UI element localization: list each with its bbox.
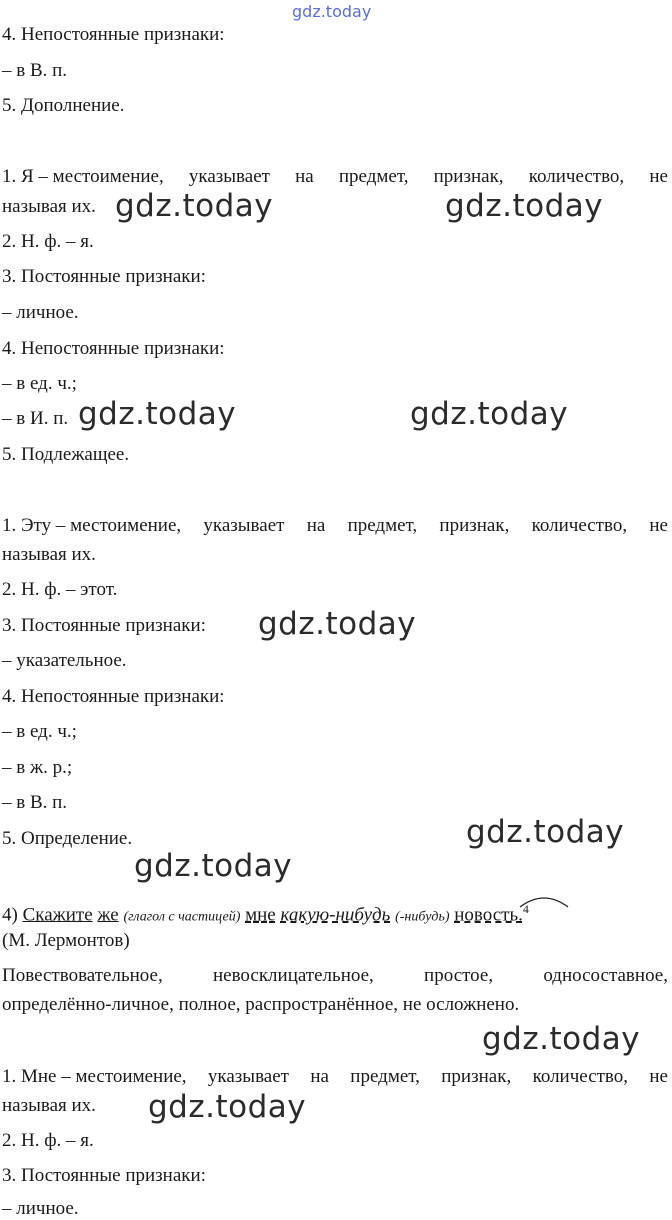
word: признак, xyxy=(433,166,504,187)
watermark-top: gdz.today xyxy=(292,2,372,21)
word: признак, xyxy=(441,1066,512,1087)
watermark: gdz.today xyxy=(148,1089,307,1125)
word: количество, xyxy=(532,1066,629,1087)
watermark: gdz.today xyxy=(445,188,604,224)
text-line: называя их. xyxy=(2,1095,96,1116)
word: 1. Мне – местоимение, xyxy=(2,1066,187,1087)
morpheme-note: (-нибудь) xyxy=(395,909,450,925)
word: указывает xyxy=(188,166,270,187)
word: невосклицательное, xyxy=(212,965,374,986)
text-line: 4. Непостоянные признаки: xyxy=(2,338,225,359)
justified-line xyxy=(2,965,668,987)
watermark: gdz.today xyxy=(134,848,293,884)
word: на xyxy=(306,515,326,536)
word: 1. Я – местоимение, xyxy=(2,166,164,187)
text-line: 3. Постоянные признаки: xyxy=(2,266,206,287)
word: на xyxy=(310,1066,329,1087)
word: указывает xyxy=(207,1066,289,1087)
justified-line xyxy=(2,1066,668,1088)
sentence-parse xyxy=(2,898,529,928)
word: не xyxy=(649,166,668,187)
word: количество, xyxy=(531,515,628,536)
word: признак, xyxy=(439,515,510,536)
word: предмет, xyxy=(350,1066,420,1087)
text-line: называя их. xyxy=(2,544,96,565)
object-word: новость. xyxy=(454,904,523,926)
watermark: gdz.today xyxy=(115,188,274,224)
predicate-word: Скажите xyxy=(22,904,93,926)
word: Повествовательное, xyxy=(2,965,163,986)
text-line: – в ед. ч.; xyxy=(2,721,77,742)
word: предмет, xyxy=(338,166,409,187)
particle-word: же xyxy=(97,904,119,926)
text-line: 5. Определение. xyxy=(2,828,133,849)
text-line: 5. Дополнение. xyxy=(2,95,125,116)
word: указывает xyxy=(203,515,285,536)
word: на xyxy=(295,166,314,187)
watermark: gdz.today xyxy=(466,814,625,850)
word: простое, xyxy=(424,965,494,986)
text-line: (М. Лермонтов) xyxy=(2,930,130,951)
text-line: – в В. п. xyxy=(2,60,68,81)
text-line: 3. Постоянные признаки: xyxy=(2,615,206,636)
justified-line xyxy=(2,515,668,537)
text-line: называя их. xyxy=(2,196,96,217)
text-line: 4. Непостоянные признаки: xyxy=(2,686,225,707)
word: односоставное, xyxy=(543,965,668,986)
text-line: – в В. п. xyxy=(2,792,68,813)
word: не xyxy=(649,515,668,536)
suffix-arc-mark xyxy=(518,892,570,908)
text-line: – в И. п. xyxy=(2,408,69,429)
justified-line xyxy=(2,166,668,188)
superscript: 4 xyxy=(522,902,529,916)
text-line: определённо-личное, полное, распространённое, не осложнено. xyxy=(2,994,520,1015)
word: предмет, xyxy=(347,515,418,536)
text-line: – указательное. xyxy=(2,650,127,671)
word: 1. Эту – местоимение, xyxy=(2,515,182,536)
sentence-number: 4) xyxy=(2,904,18,926)
watermark: gdz.today xyxy=(78,396,237,432)
object-word: мне xyxy=(245,904,276,926)
grammar-note: (глагол с частицей) xyxy=(123,909,241,925)
text-line: – личное. xyxy=(2,302,79,323)
watermark: gdz.today xyxy=(258,606,417,642)
text-line: – личное. xyxy=(2,1198,79,1219)
text-line: – в ж. р.; xyxy=(2,757,73,778)
text-line: 2. Н. ф. – этот. xyxy=(2,579,118,600)
attribute-word: какую-нибудь xyxy=(280,904,391,926)
text-line: 2. Н. ф. – я. xyxy=(2,1130,94,1151)
watermark: gdz.today xyxy=(410,396,569,432)
text-line: 3. Постоянные признаки: xyxy=(2,1165,206,1186)
text-line: – в ед. ч.; xyxy=(2,373,77,394)
text-line: 4. Непостоянные признаки: xyxy=(2,24,225,45)
text-line: 5. Подлежащее. xyxy=(2,444,130,465)
watermark: gdz.today xyxy=(482,1021,641,1057)
text-line: 2. Н. ф. – я. xyxy=(2,231,94,252)
word: количество, xyxy=(528,166,625,187)
word: не xyxy=(649,1066,668,1087)
